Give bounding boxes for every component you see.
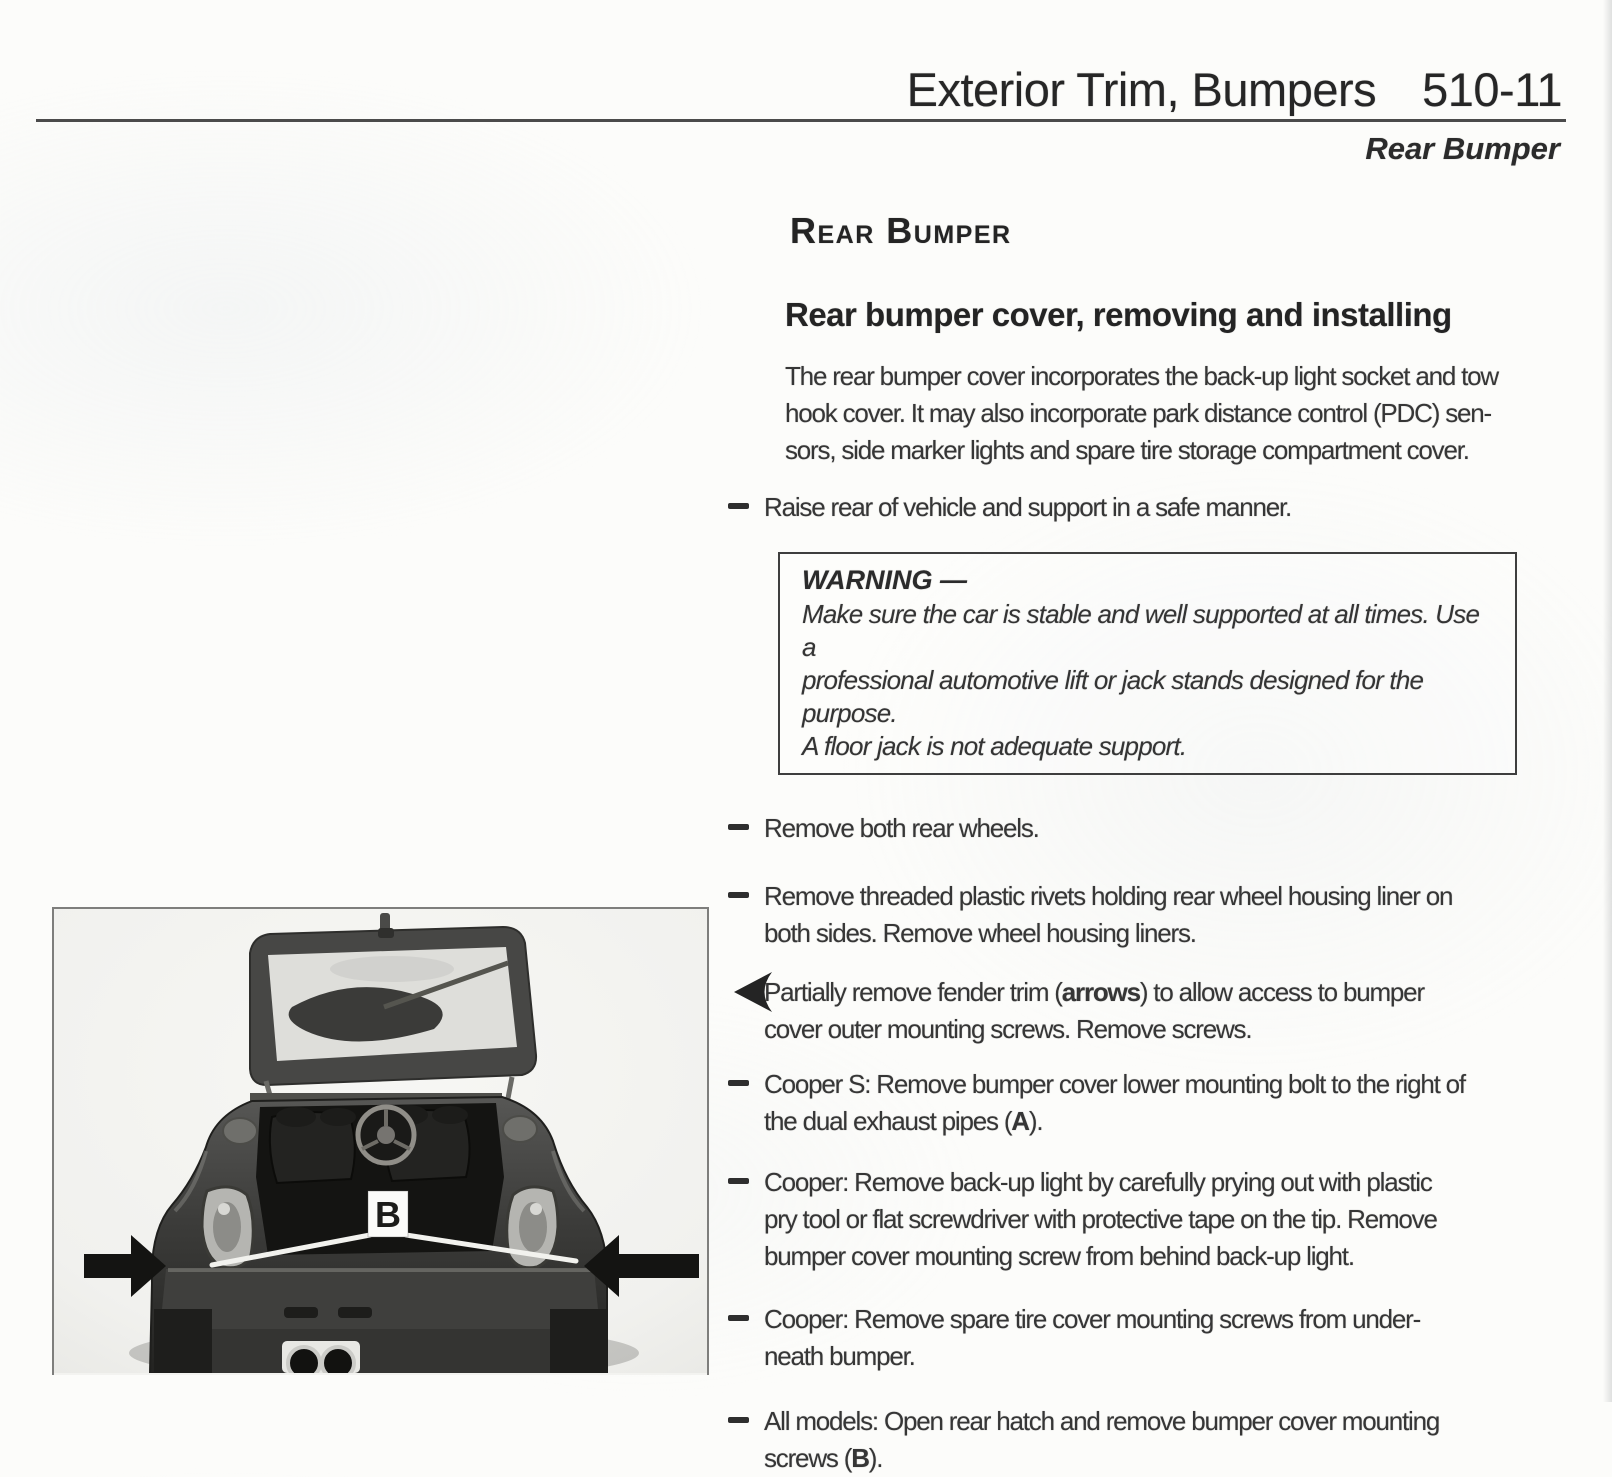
warning-box [778,552,1517,775]
step-text: Cooper: Remove spare tire cover mounting screws from under- neath bumper. [764,1304,1421,1371]
procedure-flow [730,489,1600,1477]
figure-callout-b [368,1191,408,1237]
dash-bullet-icon [728,1080,749,1086]
step-text: Cooper: Remove back-up light by carefully prying out with plastic pry tool or flat screwdriver with protective tape on the tip. Remove bumper cover mounting screw from behind back-up light. [764,1167,1437,1271]
chapter-title: Exterior Trim, Bumpers [906,63,1377,116]
scan-edge-shadow [1603,0,1612,1402]
exhaust-pipe-right [322,1347,354,1373]
figure-label-b: B [375,1194,401,1235]
procedure-step [764,1164,1600,1275]
dash-bullet-icon [728,503,749,509]
subsection-heading: Rear bumper cover, removing and installing [785,296,1452,333]
dash-bullet-icon [728,1315,749,1321]
page-number: 510-11 [1422,63,1562,116]
procedure-step [764,878,1600,952]
procedure-step [764,1301,1600,1375]
procedure-step [764,810,1600,847]
open-hatch-icon [250,927,536,1085]
procedure-step [764,489,1600,526]
pointer-arrow-icon [732,970,774,1014]
mirror-left [223,1118,257,1144]
wheel-left [154,1309,212,1373]
procedure-step [764,1066,1600,1140]
step-text: Remove both rear wheels. [764,813,1039,843]
lower-apron [170,1329,594,1373]
wheel-right [550,1309,608,1373]
figure-illustration [54,909,707,1373]
dash-bullet-icon [728,824,749,830]
step-text: All models: Open rear hatch and remove bumper cover mounting screws (B). [764,1406,1440,1473]
header-rule [36,119,1566,122]
figure-rear-view [52,907,709,1375]
running-section-label: Rear Bumper [1365,131,1560,166]
mirror-right [503,1116,537,1142]
steering-wheel [358,1107,414,1163]
section-heading: Rear Bumper [790,210,1012,251]
dash-bullet-icon [728,1178,749,1184]
step-text: Raise rear of vehicle and support in a safe manner. [764,492,1292,522]
warning-text: Make sure the car is stable and well supported at all times. Use a professional automotive lift or jack stands designed for the purpose. A floor jack is not adequate support. [802,599,1480,761]
intro-paragraph: The rear bumper cover incorporates the back-up light socket and tow hook cover. It may also incorporate park distance control (PDC) sen- sors, side marker lights and spare tire storage compartment cover. [785,361,1499,465]
taillight-left [202,1187,253,1268]
step-text: Cooper S: Remove bumper cover lower mounting bolt to the right of the dual exhaust pipes (A). [764,1069,1465,1136]
dash-bullet-icon [728,892,749,898]
dash-bullet-icon [728,1417,749,1423]
exhaust-pipe-left [288,1347,320,1373]
procedure-step [764,974,1600,1048]
step-text: Partially remove fender trim (arrows) to allow access to bumper cover outer mounting screws. Remove screws. [764,977,1424,1044]
page-header [907,62,1562,117]
procedure-step [764,1403,1600,1477]
text-column [730,196,1600,1477]
warning-label: WARNING — [802,565,967,595]
step-text: Remove threaded plastic rivets holding rear wheel housing liner on both sides. Remove wheel housing liners. [764,881,1453,948]
